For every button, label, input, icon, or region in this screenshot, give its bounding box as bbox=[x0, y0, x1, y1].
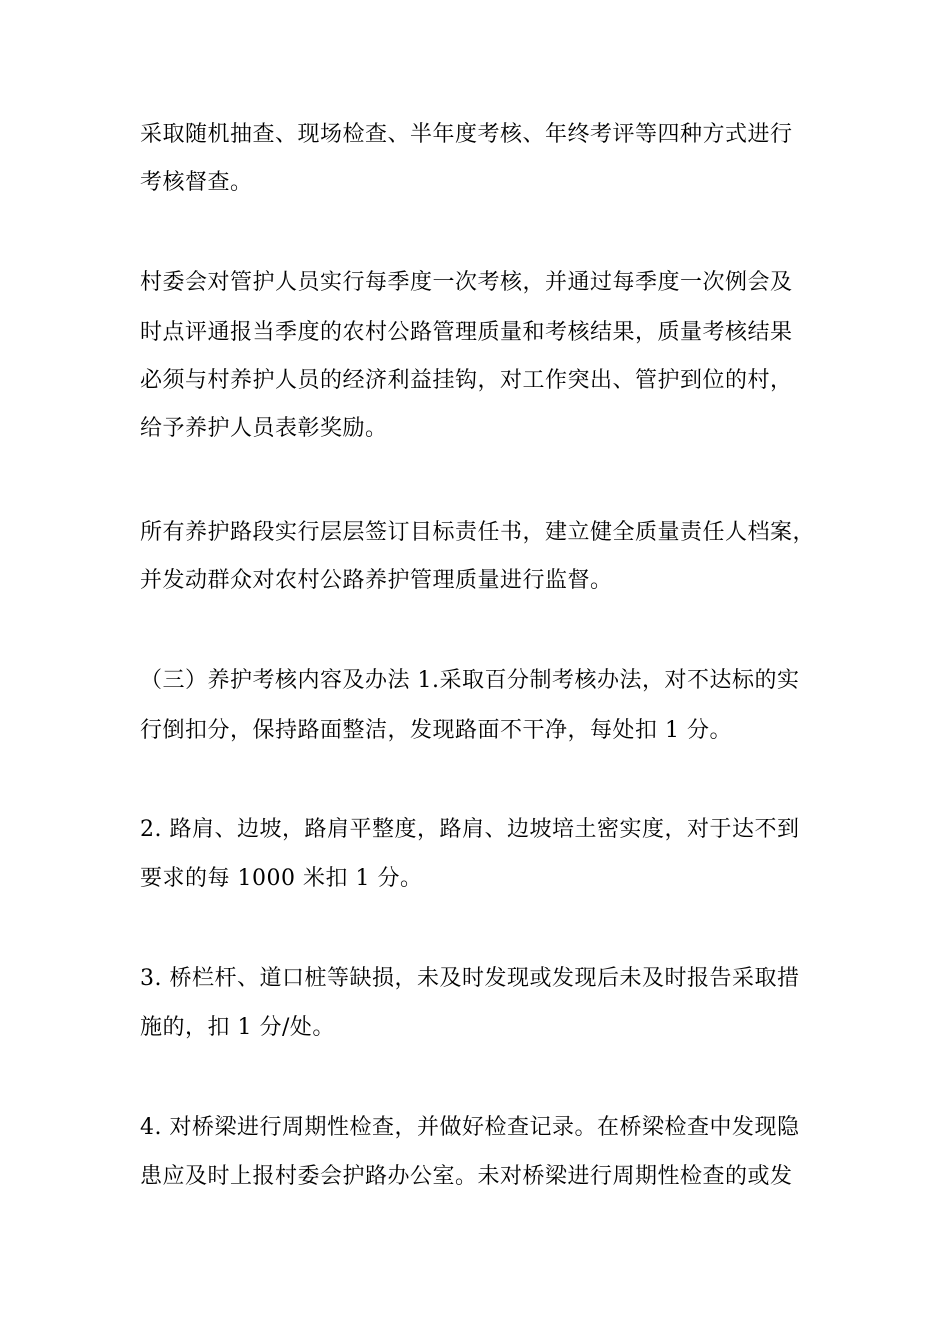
paragraph-1-line-2: 考核督查。 bbox=[140, 170, 253, 195]
paragraph-4-line-2: 行倒扣分，保持路面整洁，发现路面不干净，每处扣 1 分。 bbox=[140, 718, 732, 743]
paragraph-4-line-1: （三）养护考核内容及办法 1.采取百分制考核办法，对不达标的实 bbox=[140, 668, 800, 693]
paragraph-6-line-2: 施的，扣 1 分/处。 bbox=[140, 1015, 335, 1040]
paragraph-5-line-2: 要求的每 1000 米扣 1 分。 bbox=[140, 866, 423, 891]
paragraph-2-line-1: 村委会对管护人员实行每季度一次考核，并通过每季度一次例会及 bbox=[140, 270, 793, 295]
paragraph-2-line-3: 必须与村养护人员的经济利益挂钩，对工作突出、管护到位的村， bbox=[140, 368, 793, 393]
paragraph-2-line-4: 给予养护人员表彰奖励。 bbox=[140, 416, 388, 441]
paragraph-3-line-1: 所有养护路段实行层层签订目标责任书，建立健全质量责任人档案， bbox=[140, 520, 816, 545]
paragraph-7-line-1: 4. 对桥梁进行周期性检查，并做好检查记录。在桥梁检查中发现隐 bbox=[140, 1115, 800, 1140]
paragraph-3-line-2: 并发动群众对农村公路养护管理质量进行监督。 bbox=[140, 568, 613, 593]
paragraph-2-line-2: 时点评通报当季度的农村公路管理质量和考核结果，质量考核结果 bbox=[140, 320, 793, 345]
paragraph-6-line-1: 3. 桥栏杆、道口桩等缺损，未及时发现或发现后未及时报告采取措 bbox=[140, 966, 800, 991]
paragraph-1-line-1: 采取随机抽查、现场检查、半年度考核、年终考评等四种方式进行 bbox=[140, 122, 793, 147]
paragraph-7-line-2: 患应及时上报村委会护路办公室。未对桥梁进行周期性检查的或发 bbox=[140, 1164, 793, 1189]
paragraph-5-line-1: 2. 路肩、边坡，路肩平整度，路肩、边坡培土密实度，对于达不到 bbox=[140, 817, 800, 842]
